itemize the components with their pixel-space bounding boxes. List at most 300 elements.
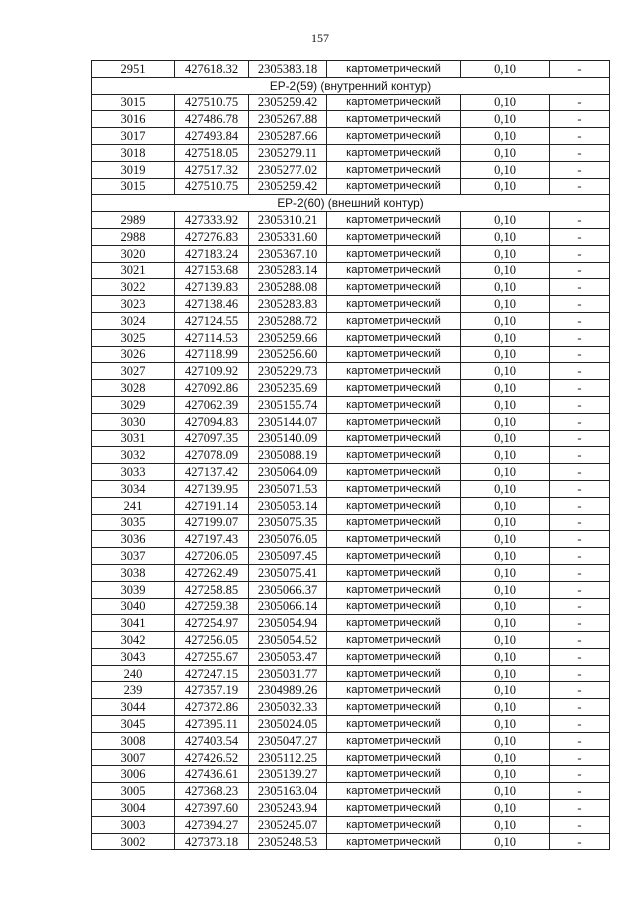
method-cell: картометрический xyxy=(327,212,461,229)
x-coordinate-cell: 427357.19 xyxy=(175,682,249,699)
point-number-cell: 3040 xyxy=(92,598,175,615)
point-number-cell: 3018 xyxy=(92,144,175,161)
x-coordinate-cell: 427255.67 xyxy=(175,648,249,665)
method-cell: картометрический xyxy=(327,800,461,817)
table-row xyxy=(92,598,610,615)
description-cell: - xyxy=(550,548,610,565)
method-cell: картометрический xyxy=(327,245,461,262)
description-cell: - xyxy=(550,581,610,598)
x-coordinate-cell: 427486.78 xyxy=(175,111,249,128)
x-coordinate-cell: 427092.86 xyxy=(175,380,249,397)
description-cell: - xyxy=(550,212,610,229)
table-row xyxy=(92,447,610,464)
x-coordinate-cell: 427517.32 xyxy=(175,161,249,178)
point-number-cell: 3036 xyxy=(92,531,175,548)
point-number-cell: 3045 xyxy=(92,716,175,733)
description-cell: - xyxy=(550,161,610,178)
y-coordinate-cell: 2305032.33 xyxy=(249,699,327,716)
description-cell: - xyxy=(550,632,610,649)
table-row xyxy=(92,111,610,128)
accuracy-cell: 0,10 xyxy=(461,464,550,481)
accuracy-cell: 0,10 xyxy=(461,296,550,313)
accuracy-cell: 0,10 xyxy=(461,262,550,279)
x-coordinate-cell: 427258.85 xyxy=(175,581,249,598)
point-number-cell: 3033 xyxy=(92,464,175,481)
method-cell: картометрический xyxy=(327,329,461,346)
table-row xyxy=(92,682,610,699)
method-cell: картометрический xyxy=(327,262,461,279)
x-coordinate-cell: 427333.92 xyxy=(175,212,249,229)
x-coordinate-cell: 427199.07 xyxy=(175,514,249,531)
y-coordinate-cell: 2305279.11 xyxy=(249,144,327,161)
table-body xyxy=(92,61,610,850)
table-row xyxy=(92,228,610,245)
table-row xyxy=(92,363,610,380)
method-cell: картометрический xyxy=(327,161,461,178)
accuracy-cell: 0,10 xyxy=(461,178,550,195)
method-cell: картометрический xyxy=(327,682,461,699)
accuracy-cell: 0,10 xyxy=(461,665,550,682)
y-coordinate-cell: 2305088.19 xyxy=(249,447,327,464)
accuracy-cell: 0,10 xyxy=(461,144,550,161)
x-coordinate-cell: 427262.49 xyxy=(175,564,249,581)
method-cell: картометрический xyxy=(327,581,461,598)
x-coordinate-cell: 427256.05 xyxy=(175,632,249,649)
point-number-cell: 3003 xyxy=(92,816,175,833)
point-number-cell: 3008 xyxy=(92,732,175,749)
y-coordinate-cell: 2305283.83 xyxy=(249,296,327,313)
method-cell: картометрический xyxy=(327,464,461,481)
x-coordinate-cell: 427259.38 xyxy=(175,598,249,615)
method-cell: картометрический xyxy=(327,816,461,833)
description-cell: - xyxy=(550,648,610,665)
description-cell: - xyxy=(550,396,610,413)
table-row xyxy=(92,783,610,800)
table-row xyxy=(92,632,610,649)
point-number-cell: 3005 xyxy=(92,783,175,800)
y-coordinate-cell: 2305139.27 xyxy=(249,766,327,783)
y-coordinate-cell: 2305024.05 xyxy=(249,716,327,733)
point-number-cell: 3041 xyxy=(92,615,175,632)
y-coordinate-cell: 2305235.69 xyxy=(249,380,327,397)
description-cell: - xyxy=(550,413,610,430)
method-cell: картометрический xyxy=(327,749,461,766)
accuracy-cell: 0,10 xyxy=(461,212,550,229)
accuracy-cell: 0,10 xyxy=(461,245,550,262)
x-coordinate-cell: 427403.54 xyxy=(175,732,249,749)
method-cell: картометрический xyxy=(327,732,461,749)
method-cell: картометрический xyxy=(327,648,461,665)
y-coordinate-cell: 2305066.14 xyxy=(249,598,327,615)
method-cell: картометрический xyxy=(327,312,461,329)
description-cell: - xyxy=(550,178,610,195)
section-label: ЕР-2(60) (внешний контур) xyxy=(92,195,610,212)
table-row xyxy=(92,732,610,749)
point-number-cell: 3023 xyxy=(92,296,175,313)
accuracy-cell: 0,10 xyxy=(461,228,550,245)
description-cell: - xyxy=(550,346,610,363)
point-number-cell: 3043 xyxy=(92,648,175,665)
accuracy-cell: 0,10 xyxy=(461,682,550,699)
table-row xyxy=(92,144,610,161)
description-cell: - xyxy=(550,464,610,481)
table-row xyxy=(92,531,610,548)
method-cell: картометрический xyxy=(327,699,461,716)
description-cell: - xyxy=(550,497,610,514)
x-coordinate-cell: 427372.86 xyxy=(175,699,249,716)
description-cell: - xyxy=(550,800,610,817)
accuracy-cell: 0,10 xyxy=(461,497,550,514)
x-coordinate-cell: 427493.84 xyxy=(175,128,249,145)
description-cell: - xyxy=(550,514,610,531)
section-label: ЕР-2(59) (внутренний контур) xyxy=(92,77,610,94)
y-coordinate-cell: 2305071.53 xyxy=(249,480,327,497)
x-coordinate-cell: 427153.68 xyxy=(175,262,249,279)
y-coordinate-cell: 2305310.21 xyxy=(249,212,327,229)
section-header-row xyxy=(92,195,610,212)
description-cell: - xyxy=(550,816,610,833)
page-number: 157 xyxy=(311,31,329,45)
y-coordinate-cell: 2305075.35 xyxy=(249,514,327,531)
table-row xyxy=(92,430,610,447)
point-number-cell: 3027 xyxy=(92,363,175,380)
y-coordinate-cell: 2305248.53 xyxy=(249,833,327,850)
point-number-cell: 3006 xyxy=(92,766,175,783)
method-cell: картометрический xyxy=(327,178,461,195)
x-coordinate-cell: 427426.52 xyxy=(175,749,249,766)
accuracy-cell: 0,10 xyxy=(461,380,550,397)
accuracy-cell: 0,10 xyxy=(461,699,550,716)
table-row xyxy=(92,279,610,296)
accuracy-cell: 0,10 xyxy=(461,128,550,145)
y-coordinate-cell: 2305047.27 xyxy=(249,732,327,749)
point-number-cell: 3044 xyxy=(92,699,175,716)
accuracy-cell: 0,10 xyxy=(461,800,550,817)
y-coordinate-cell: 2305064.09 xyxy=(249,464,327,481)
table-row xyxy=(92,665,610,682)
accuracy-cell: 0,10 xyxy=(461,161,550,178)
method-cell: картометрический xyxy=(327,94,461,111)
table-row xyxy=(92,262,610,279)
point-number-cell: 3029 xyxy=(92,396,175,413)
table-row xyxy=(92,548,610,565)
point-number-cell: 3015 xyxy=(92,94,175,111)
method-cell: картометрический xyxy=(327,632,461,649)
table-row xyxy=(92,833,610,850)
method-cell: картометрический xyxy=(327,447,461,464)
method-cell: картометрический xyxy=(327,548,461,565)
description-cell: - xyxy=(550,665,610,682)
y-coordinate-cell: 2305031.77 xyxy=(249,665,327,682)
accuracy-cell: 0,10 xyxy=(461,548,550,565)
x-coordinate-cell: 427138.46 xyxy=(175,296,249,313)
x-coordinate-cell: 427118.99 xyxy=(175,346,249,363)
accuracy-cell: 0,10 xyxy=(461,749,550,766)
point-number-cell: 3042 xyxy=(92,632,175,649)
description-cell: - xyxy=(550,766,610,783)
point-number-cell: 240 xyxy=(92,665,175,682)
point-number-cell: 3038 xyxy=(92,564,175,581)
point-number-cell: 3028 xyxy=(92,380,175,397)
x-coordinate-cell: 427097.35 xyxy=(175,430,249,447)
table-row xyxy=(92,497,610,514)
description-cell: - xyxy=(550,531,610,548)
x-coordinate-cell: 427139.95 xyxy=(175,480,249,497)
description-cell: - xyxy=(550,111,610,128)
table-row xyxy=(92,648,610,665)
y-coordinate-cell: 2304989.26 xyxy=(249,682,327,699)
point-number-cell: 3004 xyxy=(92,800,175,817)
coordinates-table xyxy=(91,60,610,850)
method-cell: картометрический xyxy=(327,228,461,245)
point-number-cell: 3002 xyxy=(92,833,175,850)
method-cell: картометрический xyxy=(327,531,461,548)
method-cell: картометрический xyxy=(327,61,461,78)
accuracy-cell: 0,10 xyxy=(461,363,550,380)
description-cell: - xyxy=(550,682,610,699)
description-cell: - xyxy=(550,128,610,145)
accuracy-cell: 0,10 xyxy=(461,111,550,128)
point-number-cell: 3030 xyxy=(92,413,175,430)
table-row xyxy=(92,480,610,497)
description-cell: - xyxy=(550,783,610,800)
x-coordinate-cell: 427191.14 xyxy=(175,497,249,514)
point-number-cell: 3031 xyxy=(92,430,175,447)
y-coordinate-cell: 2305331.60 xyxy=(249,228,327,245)
point-number-cell: 3016 xyxy=(92,111,175,128)
description-cell: - xyxy=(550,732,610,749)
accuracy-cell: 0,10 xyxy=(461,531,550,548)
accuracy-cell: 0,10 xyxy=(461,346,550,363)
description-cell: - xyxy=(550,296,610,313)
point-number-cell: 3025 xyxy=(92,329,175,346)
method-cell: картометрический xyxy=(327,396,461,413)
y-coordinate-cell: 2305140.09 xyxy=(249,430,327,447)
accuracy-cell: 0,10 xyxy=(461,396,550,413)
x-coordinate-cell: 427254.97 xyxy=(175,615,249,632)
method-cell: картометрический xyxy=(327,413,461,430)
description-cell: - xyxy=(550,61,610,78)
x-coordinate-cell: 427397.60 xyxy=(175,800,249,817)
method-cell: картометрический xyxy=(327,128,461,145)
x-coordinate-cell: 427373.18 xyxy=(175,833,249,850)
method-cell: картометрический xyxy=(327,111,461,128)
x-coordinate-cell: 427276.83 xyxy=(175,228,249,245)
point-number-cell: 3019 xyxy=(92,161,175,178)
method-cell: картометрический xyxy=(327,480,461,497)
point-number-cell: 3035 xyxy=(92,514,175,531)
point-number-cell: 3024 xyxy=(92,312,175,329)
method-cell: картометрический xyxy=(327,363,461,380)
table-row xyxy=(92,615,610,632)
point-number-cell: 2988 xyxy=(92,228,175,245)
table-row xyxy=(92,245,610,262)
y-coordinate-cell: 2305259.42 xyxy=(249,178,327,195)
point-number-cell: 241 xyxy=(92,497,175,514)
method-cell: картометрический xyxy=(327,497,461,514)
accuracy-cell: 0,10 xyxy=(461,329,550,346)
table-row xyxy=(92,816,610,833)
accuracy-cell: 0,10 xyxy=(461,783,550,800)
y-coordinate-cell: 2305367.10 xyxy=(249,245,327,262)
description-cell: - xyxy=(550,329,610,346)
method-cell: картометрический xyxy=(327,716,461,733)
description-cell: - xyxy=(550,94,610,111)
y-coordinate-cell: 2305229.73 xyxy=(249,363,327,380)
x-coordinate-cell: 427124.55 xyxy=(175,312,249,329)
section-header-row xyxy=(92,77,610,94)
y-coordinate-cell: 2305097.45 xyxy=(249,548,327,565)
y-coordinate-cell: 2305243.94 xyxy=(249,800,327,817)
x-coordinate-cell: 427137.42 xyxy=(175,464,249,481)
y-coordinate-cell: 2305259.66 xyxy=(249,329,327,346)
point-number-cell: 3034 xyxy=(92,480,175,497)
y-coordinate-cell: 2305288.08 xyxy=(249,279,327,296)
accuracy-cell: 0,10 xyxy=(461,447,550,464)
method-cell: картометрический xyxy=(327,598,461,615)
table-row xyxy=(92,161,610,178)
table-row xyxy=(92,464,610,481)
point-number-cell: 3037 xyxy=(92,548,175,565)
description-cell: - xyxy=(550,363,610,380)
y-coordinate-cell: 2305287.66 xyxy=(249,128,327,145)
description-cell: - xyxy=(550,144,610,161)
x-coordinate-cell: 427078.09 xyxy=(175,447,249,464)
x-coordinate-cell: 427247.15 xyxy=(175,665,249,682)
y-coordinate-cell: 2305053.47 xyxy=(249,648,327,665)
table-row xyxy=(92,178,610,195)
x-coordinate-cell: 427109.92 xyxy=(175,363,249,380)
accuracy-cell: 0,10 xyxy=(461,816,550,833)
point-number-cell: 3021 xyxy=(92,262,175,279)
x-coordinate-cell: 427368.23 xyxy=(175,783,249,800)
point-number-cell: 3039 xyxy=(92,581,175,598)
description-cell: - xyxy=(550,380,610,397)
y-coordinate-cell: 2305259.42 xyxy=(249,94,327,111)
accuracy-cell: 0,10 xyxy=(461,615,550,632)
table-row xyxy=(92,413,610,430)
x-coordinate-cell: 427062.39 xyxy=(175,396,249,413)
y-coordinate-cell: 2305076.05 xyxy=(249,531,327,548)
x-coordinate-cell: 427197.43 xyxy=(175,531,249,548)
table-row xyxy=(92,800,610,817)
y-coordinate-cell: 2305054.94 xyxy=(249,615,327,632)
table-row xyxy=(92,212,610,229)
description-cell: - xyxy=(550,716,610,733)
accuracy-cell: 0,10 xyxy=(461,632,550,649)
method-cell: картометрический xyxy=(327,380,461,397)
method-cell: картометрический xyxy=(327,296,461,313)
method-cell: картометрический xyxy=(327,430,461,447)
x-coordinate-cell: 427618.32 xyxy=(175,61,249,78)
x-coordinate-cell: 427510.75 xyxy=(175,94,249,111)
table-row xyxy=(92,346,610,363)
accuracy-cell: 0,10 xyxy=(461,833,550,850)
point-number-cell: 3032 xyxy=(92,447,175,464)
accuracy-cell: 0,10 xyxy=(461,413,550,430)
x-coordinate-cell: 427206.05 xyxy=(175,548,249,565)
x-coordinate-cell: 427395.11 xyxy=(175,716,249,733)
x-coordinate-cell: 427139.83 xyxy=(175,279,249,296)
accuracy-cell: 0,10 xyxy=(461,480,550,497)
table-row xyxy=(92,766,610,783)
table-row xyxy=(92,564,610,581)
accuracy-cell: 0,10 xyxy=(461,564,550,581)
point-number-cell: 3007 xyxy=(92,749,175,766)
point-number-cell: 3026 xyxy=(92,346,175,363)
accuracy-cell: 0,10 xyxy=(461,648,550,665)
accuracy-cell: 0,10 xyxy=(461,94,550,111)
table-row xyxy=(92,380,610,397)
table-row xyxy=(92,699,610,716)
description-cell: - xyxy=(550,833,610,850)
y-coordinate-cell: 2305288.72 xyxy=(249,312,327,329)
description-cell: - xyxy=(550,279,610,296)
y-coordinate-cell: 2305245.07 xyxy=(249,816,327,833)
point-number-cell: 2989 xyxy=(92,212,175,229)
table-row xyxy=(92,296,610,313)
description-cell: - xyxy=(550,749,610,766)
x-coordinate-cell: 427510.75 xyxy=(175,178,249,195)
point-number-cell: 2951 xyxy=(92,61,175,78)
table-row xyxy=(92,61,610,78)
accuracy-cell: 0,10 xyxy=(461,716,550,733)
point-number-cell: 239 xyxy=(92,682,175,699)
method-cell: картометрический xyxy=(327,783,461,800)
description-cell: - xyxy=(550,430,610,447)
accuracy-cell: 0,10 xyxy=(461,430,550,447)
accuracy-cell: 0,10 xyxy=(461,61,550,78)
y-coordinate-cell: 2305267.88 xyxy=(249,111,327,128)
table-row xyxy=(92,396,610,413)
table-row xyxy=(92,329,610,346)
method-cell: картометрический xyxy=(327,564,461,581)
accuracy-cell: 0,10 xyxy=(461,598,550,615)
method-cell: картометрический xyxy=(327,766,461,783)
y-coordinate-cell: 2305112.25 xyxy=(249,749,327,766)
point-number-cell: 3020 xyxy=(92,245,175,262)
y-coordinate-cell: 2305383.18 xyxy=(249,61,327,78)
point-number-cell: 3022 xyxy=(92,279,175,296)
y-coordinate-cell: 2305256.60 xyxy=(249,346,327,363)
y-coordinate-cell: 2305054.52 xyxy=(249,632,327,649)
accuracy-cell: 0,10 xyxy=(461,312,550,329)
x-coordinate-cell: 427394.27 xyxy=(175,816,249,833)
method-cell: картометрический xyxy=(327,615,461,632)
y-coordinate-cell: 2305155.74 xyxy=(249,396,327,413)
x-coordinate-cell: 427436.61 xyxy=(175,766,249,783)
description-cell: - xyxy=(550,262,610,279)
x-coordinate-cell: 427094.83 xyxy=(175,413,249,430)
y-coordinate-cell: 2305053.14 xyxy=(249,497,327,514)
y-coordinate-cell: 2305144.07 xyxy=(249,413,327,430)
y-coordinate-cell: 2305283.14 xyxy=(249,262,327,279)
description-cell: - xyxy=(550,228,610,245)
description-cell: - xyxy=(550,615,610,632)
method-cell: картометрический xyxy=(327,665,461,682)
table-row xyxy=(92,749,610,766)
table-row xyxy=(92,514,610,531)
method-cell: картометрический xyxy=(327,833,461,850)
table-row xyxy=(92,581,610,598)
table-row xyxy=(92,716,610,733)
y-coordinate-cell: 2305163.04 xyxy=(249,783,327,800)
accuracy-cell: 0,10 xyxy=(461,766,550,783)
method-cell: картометрический xyxy=(327,144,461,161)
point-number-cell: 3017 xyxy=(92,128,175,145)
accuracy-cell: 0,10 xyxy=(461,581,550,598)
y-coordinate-cell: 2305277.02 xyxy=(249,161,327,178)
